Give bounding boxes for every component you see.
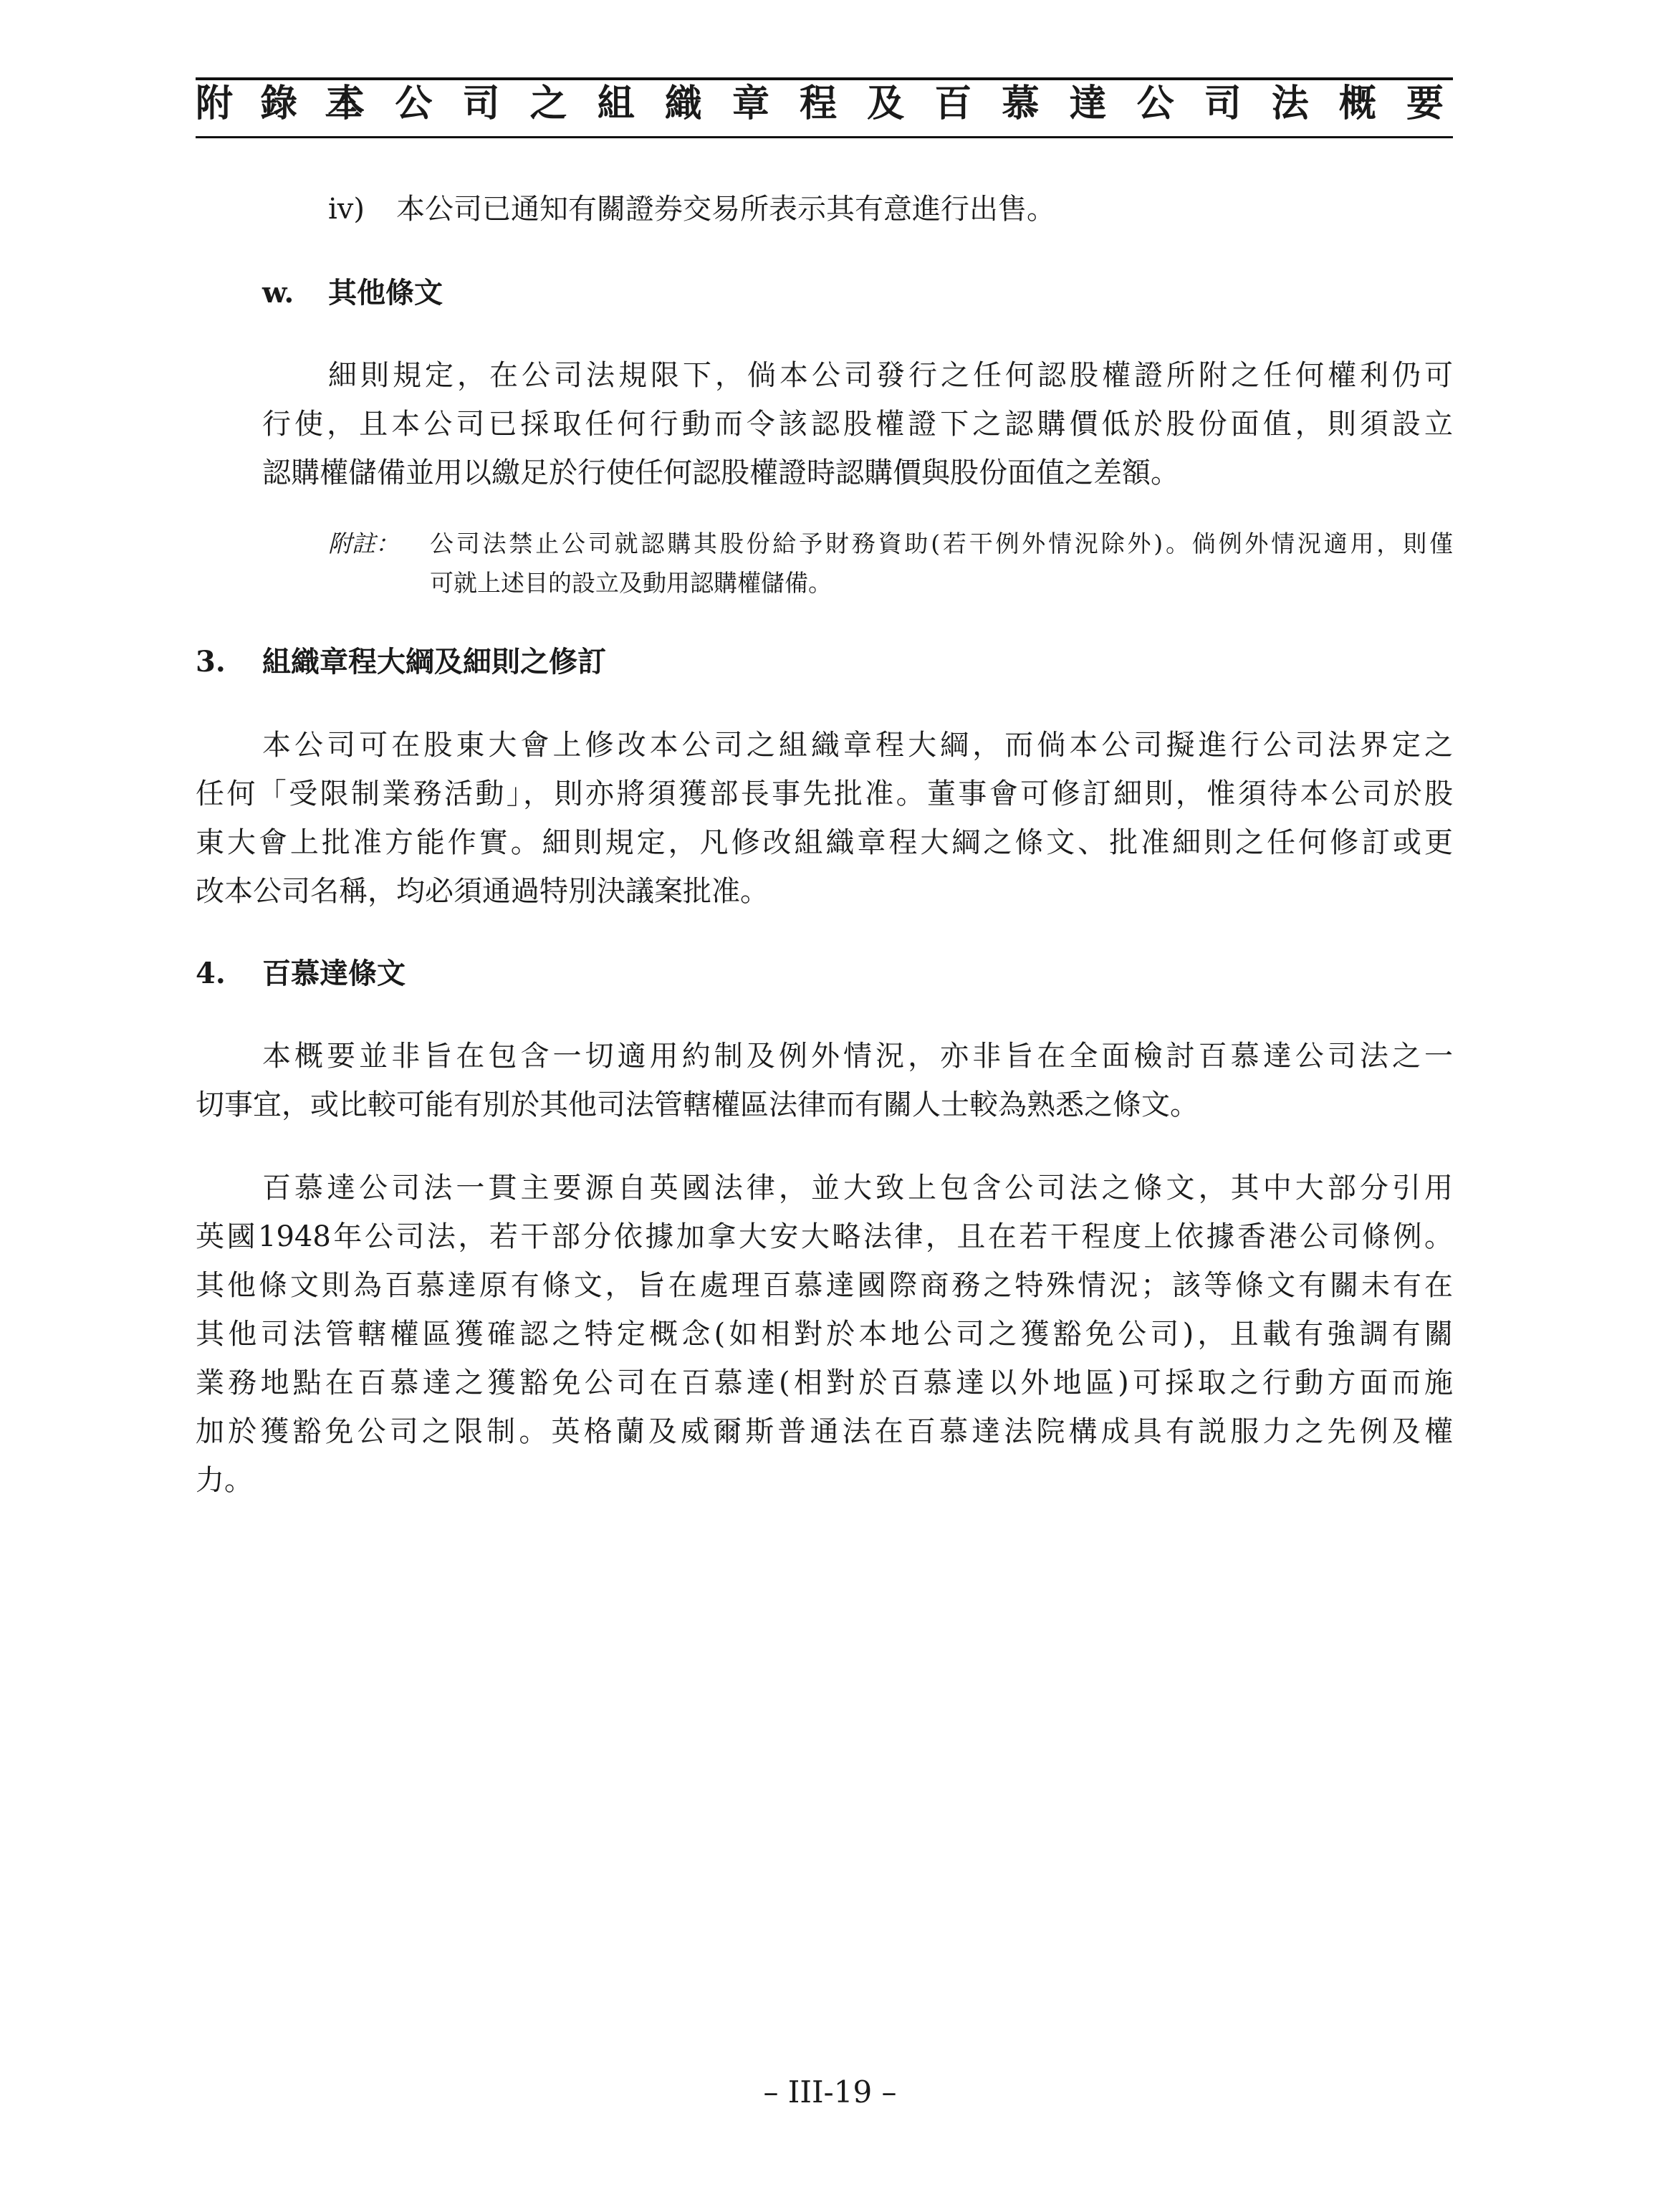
page-number: – III-19 – xyxy=(763,2074,897,2110)
note-label: 附註： xyxy=(328,530,399,557)
item-iv-text: 本公司已通知有關證券交易所表示其有意進行出售。 xyxy=(396,193,1055,226)
section-4-title: 百慕達條文 xyxy=(262,957,406,990)
section-3-number: 3. xyxy=(196,645,226,679)
section-4-para2-line: 其他條文則為百慕達原有條文，旨在處理百慕達國際商務之特殊情況；該等條文有關未有在 xyxy=(196,1269,1453,1302)
section-3-line: 任何「受限制業務活動」，則亦將須獲部長事先批准。董事會可修訂細則，惟須待本公司於股 xyxy=(196,777,1453,810)
header-title: 本 公 司 之 組 織 章 程 及 百 慕 達 公 司 法 概 要 xyxy=(327,82,1452,125)
item-iv-marker: iv) xyxy=(328,193,365,226)
section-w-marker: w. xyxy=(262,276,294,310)
section-4-para2-line: 英國1948年公司法，若干部分依據加拿大安大略法律，且在若干程度上依據香港公司條例。 xyxy=(196,1220,1453,1253)
section-4-para2-line: 其他司法管轄權區獲確認之特定概念(如相對於本地公司之獲豁免公司)，且載有強調有關 xyxy=(196,1318,1453,1351)
section-4-para1-line: 本概要並非旨在包含一切適用約制及例外情況，亦非旨在全面檢討百慕達公司法之一 xyxy=(262,1040,1453,1073)
section-4-para2-line: 加於獲豁免公司之限制。英格蘭及威爾斯普通法在百慕達法院構成具有説服力之先例及權 xyxy=(196,1415,1453,1448)
section-4-number: 4. xyxy=(196,957,226,990)
section-w-line: 認購權儲備並用以繳足於行使任何認股權證時認購價與股份面值之差額。 xyxy=(262,456,1179,489)
section-3-line: 本公司可在股東大會上修改本公司之組織章程大綱，而倘本公司擬進行公司法界定之 xyxy=(262,729,1453,762)
section-w-line: 行使，且本公司已採取任何行動而令該認股權證下之認購價低於股份面值，則須設立 xyxy=(262,408,1453,441)
section-w-line: 細則規定，在公司法規限下，倘本公司發行之任何認股權證所附之任何權利仍可 xyxy=(328,359,1453,392)
section-3-line: 東大會上批准方能作實。細則規定，凡修改組織章程大綱之條文、批准細則之任何修訂或更 xyxy=(196,826,1453,859)
note-line: 可就上述目的設立及動用認購權儲備。 xyxy=(430,569,832,597)
header-bottom-rule xyxy=(196,136,1453,138)
note-line: 公司法禁止公司就認購其股份給予財務資助(若干例外情況除外)。倘例外情況適用，則僅 xyxy=(430,530,1453,557)
section-4-para1-line: 切事宜，或比較可能有別於其他司法管轄權區法律而有關人士較為熟悉之條文。 xyxy=(196,1088,1199,1121)
section-3-line: 改本公司名稱，均必須通過特別決議案批准。 xyxy=(196,875,769,908)
header-appendix-label: 附 錄 三 xyxy=(196,82,370,125)
section-4-para2-line: 業務地點在百慕達之獲豁免公司在百慕達(相對於百慕達以外地區)可採取之行動方面而施 xyxy=(196,1366,1453,1399)
section-3-title: 組織章程大綱及細則之修訂 xyxy=(262,645,606,679)
section-w-title: 其他條文 xyxy=(328,276,443,310)
section-4-para2-line: 力。 xyxy=(196,1464,253,1497)
section-4-para2-line: 百慕達公司法一貫主要源自英國法律，並大致上包含公司法之條文，其中大部分引用 xyxy=(262,1172,1453,1205)
